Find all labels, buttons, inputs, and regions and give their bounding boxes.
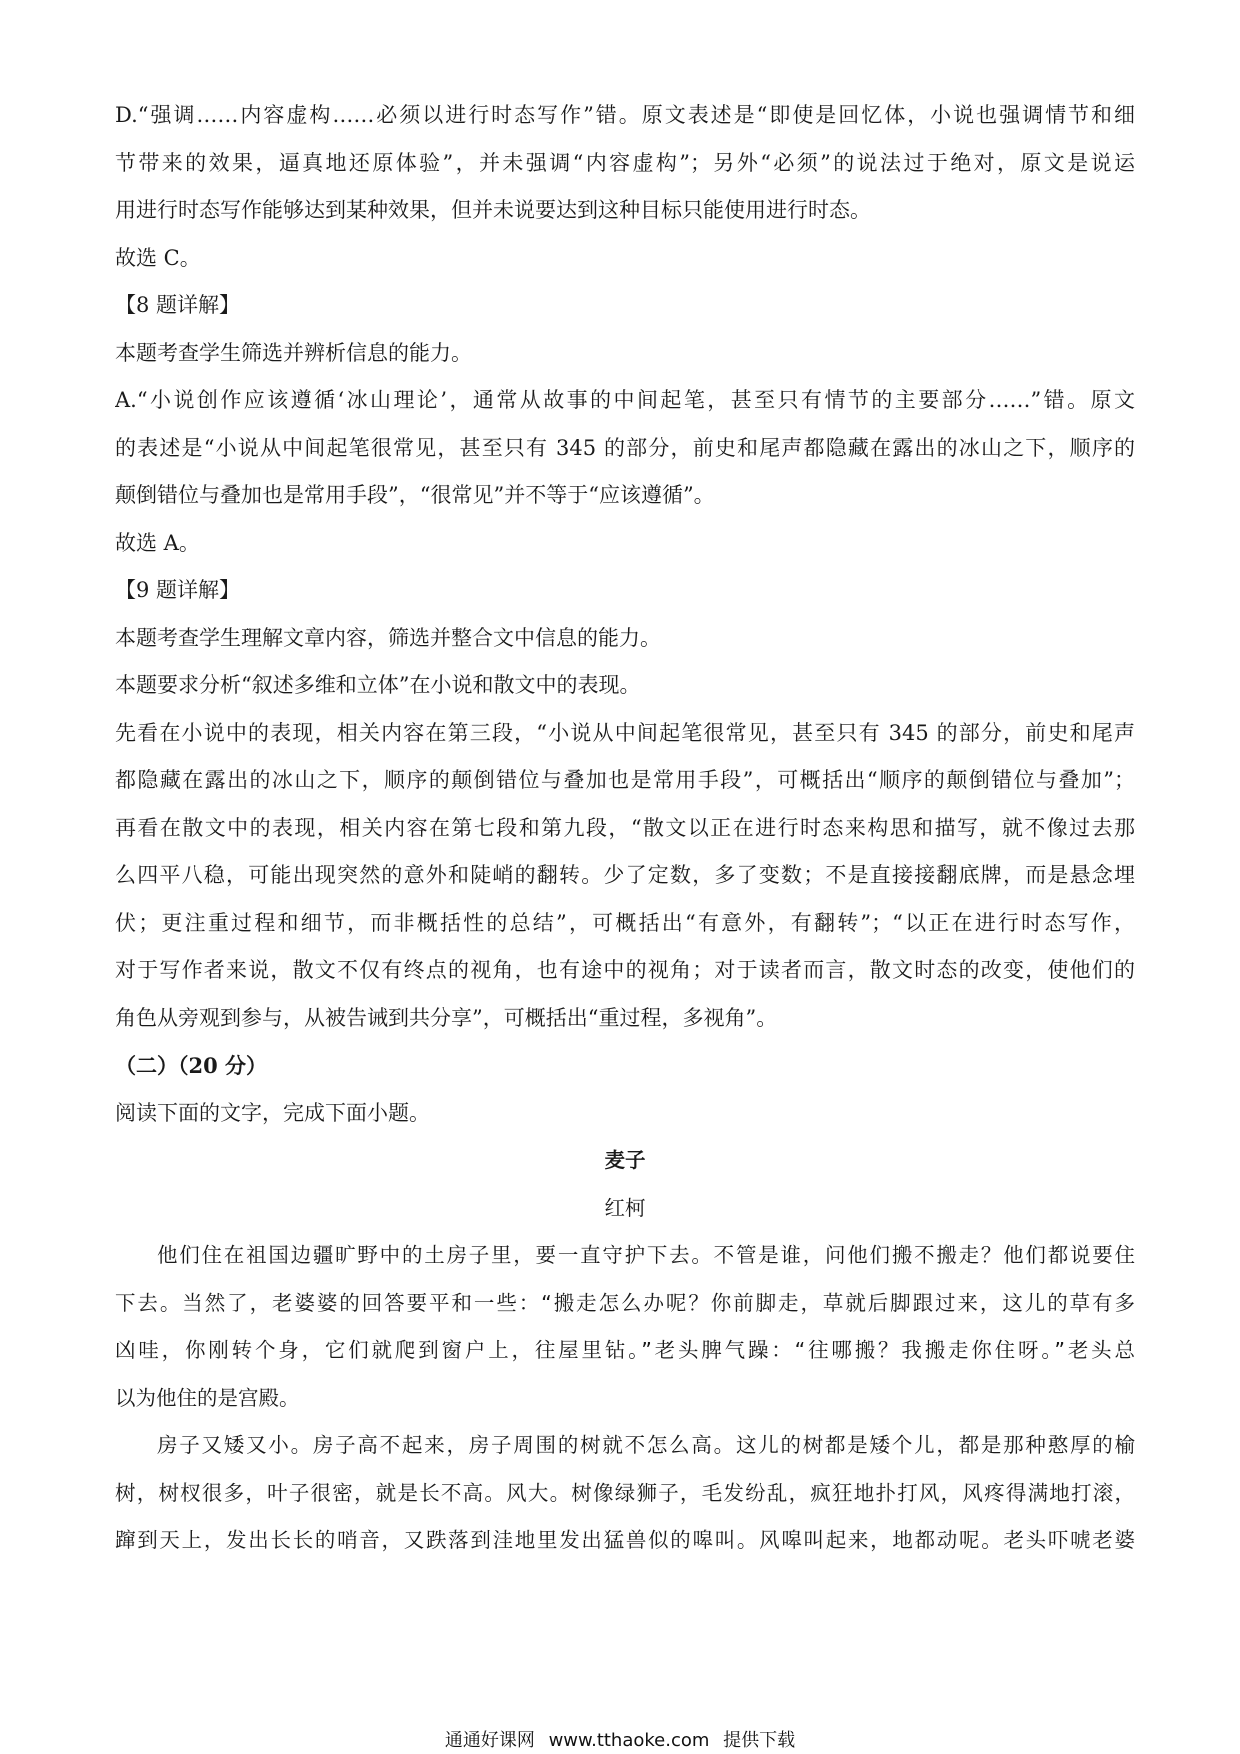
text-line: 树，树杈很多，叶子很密，就是长不高。风大。树像绿狮子，毛发纷乱，疯狂地扑打风，风疼得满地打滚， xyxy=(115,1480,1135,1505)
text-line: 伏；更注重过程和细节，而非概括性的总结”，可概括出“有意外，有翻转”；“以正在进行时态写作， xyxy=(115,910,1135,935)
footer-url[interactable]: www.tthaoke.com xyxy=(548,1730,710,1751)
text-line: 对于写作者来说，散文不仅有终点的视角，也有途中的视角；对于读者而言，散文时态的改变，使他们的 xyxy=(115,958,1135,982)
text-line: 以为他住的是宫殿。 xyxy=(115,1385,300,1410)
q9-intro: 本题考查学生理解文章内容，筛选并整合文中信息的能力。 xyxy=(115,625,661,650)
part-two-heading: （二）（20 分） xyxy=(115,1053,268,1078)
story-paragraph-1 xyxy=(115,1232,1135,1422)
text-line: D.“强调……内容虚构……必须以进行时态写作”错。原文表述是“即使是回忆体，小说也强调情节和细 xyxy=(115,103,1135,127)
q8-intro: 本题考查学生筛选并辨析信息的能力。 xyxy=(115,340,472,365)
text-line: 颠倒错位与叠加也是常用手段”，“很常见”并不等于“应该遵循”。 xyxy=(115,483,715,507)
story-author: 红柯 xyxy=(604,1195,646,1220)
story-passage xyxy=(115,1137,1135,1565)
text-line: 么四平八稳，可能出现突然的意外和陡峭的翻转。少了定数，多了变数；不是直接接翻底牌，而是悬念埋 xyxy=(115,863,1135,887)
text-line: 节带来的效果，逼真地还原体验”，并未强调“内容虚构”；另外“必须”的说法过于绝对，原文是说运 xyxy=(115,150,1135,175)
q9-requirement: 本题要求分析“叙述多维和立体”在小说和散文中的表现。 xyxy=(115,673,641,697)
text-line: A.“小说创作应该遵循‘冰山理论’，通常从故事的中间起笔，甚至只有情节的主要部分……”错。原文 xyxy=(115,388,1135,412)
text-line: 的表述是“小说从中间起笔很常见，甚至只有 345 的部分，前史和尾声都隐藏在露出的冰山之下，顺序的 xyxy=(115,435,1135,460)
q8-option-a-explanation xyxy=(115,377,1135,520)
text-line: 再看在散文中的表现，相关内容在第七段和第九段，“散文以正在进行时态来构思和描写，就不像过去那 xyxy=(115,815,1135,840)
text-line: 蹿到天上，发出长长的哨音，又跌落到洼地里发出猛兽似的嗥叫。风嗥叫起来，地都动呢。老头吓唬老婆 xyxy=(115,1528,1135,1552)
text-line: 角色从旁观到参与，从被告诫到共分享”，可概括出“重过程，多视角”。 xyxy=(115,1005,778,1030)
q7-option-d-explanation xyxy=(115,92,1135,235)
text-line: 下去。当然了，老婆婆的回答要平和一些：“搬走怎么办呢？你前脚走，草就后脚跟过来，这儿的草有多 xyxy=(115,1290,1135,1315)
page-footer xyxy=(0,1726,1240,1752)
story-title: 麦子 xyxy=(604,1148,646,1172)
text-line: 先看在小说中的表现，相关内容在第三段，“小说从中间起笔很常见，甚至只有 345 的部分，前史和尾声 xyxy=(115,720,1135,745)
q8-section-title: 【8 题详解】 xyxy=(115,293,241,317)
footer-note: 提供下载 xyxy=(723,1730,796,1751)
q7-answer-choice: 故选 C。 xyxy=(115,245,201,270)
story-paragraph-2 xyxy=(115,1422,1135,1565)
text-line: 用进行时态写作能够达到某种效果，但并未说要达到这种目标只能使用进行时态。 xyxy=(115,198,871,222)
text-line: 他们住在祖国边疆旷野中的土房子里，要一直守护下去。不管是谁，问他们搬不搬走？他们都说要住 xyxy=(157,1243,1135,1267)
text-line: 房子又矮又小。房子高不起来，房子周围的树就不怎么高。这儿的树都是矮个儿，都是那种憨厚的榆 xyxy=(157,1433,1135,1457)
q8-answer-choice: 故选 A。 xyxy=(115,530,200,555)
footer-site-name: 通通好课网 xyxy=(444,1730,535,1751)
text-line: 凶哇，你刚转个身，它们就爬到窗户上，往屋里钻。”老头脾气躁：“往哪搬？我搬走你住呀。”老头总 xyxy=(115,1338,1135,1362)
text-line: 都隐藏在露出的冰山之下，顺序的颠倒错位与叠加也是常用手段”，可概括出“顺序的颠倒错位与叠加”； xyxy=(115,768,1135,792)
reading-instruction: 阅读下面的文字，完成下面小题。 xyxy=(115,1100,430,1125)
q9-analysis xyxy=(115,710,1135,1043)
q9-section-title: 【9 题详解】 xyxy=(115,578,241,602)
document-page xyxy=(115,92,1135,1565)
